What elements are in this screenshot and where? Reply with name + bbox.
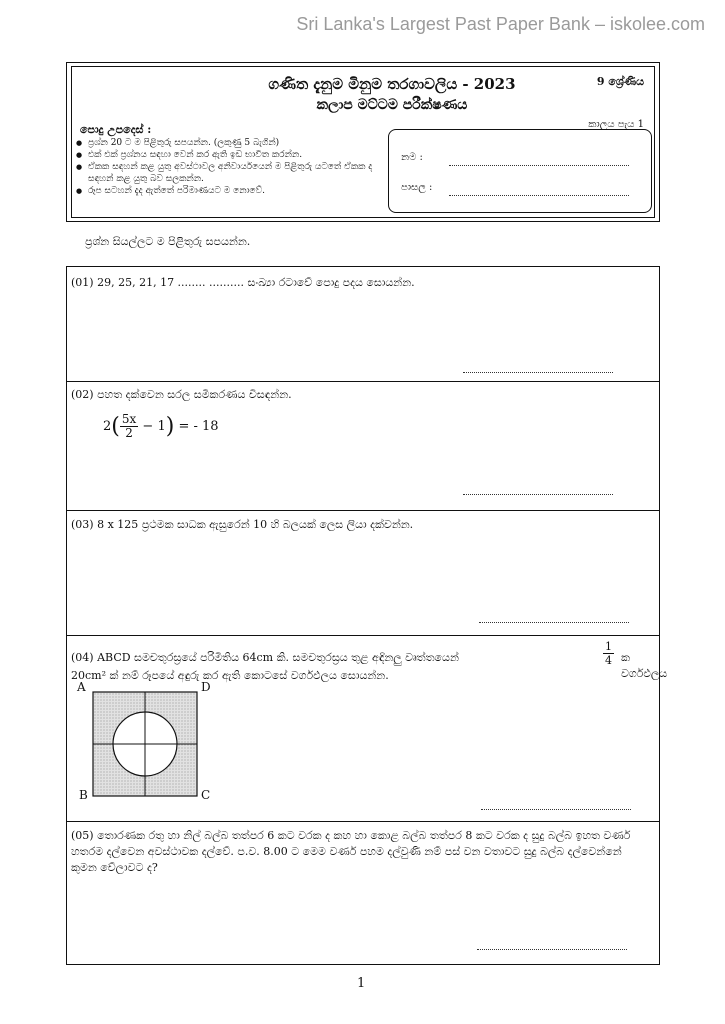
question-2-number: (02) — [71, 388, 94, 401]
instruction-item: ● ප්‍රශ්න 20 ට ම පිළිතුරු සපයන්න. (ලකුණු 5 බැගින්) — [76, 137, 386, 149]
name-label: නම : — [401, 152, 423, 163]
question-5-box — [66, 822, 660, 965]
question-3-box — [66, 511, 660, 636]
question-4-text-1: ABCD සමචතුරස්‍රයේ පරිමිතිය 64cm කි. සමචතුරස්‍රය තුළ අඳිනලු වෘත්තයෙන් — [97, 651, 459, 664]
question-4-number: (04) — [71, 651, 94, 664]
question-1-box — [66, 266, 660, 382]
label-C: C — [201, 788, 211, 802]
question-3-answer-line[interactable] — [479, 621, 629, 623]
all-questions-instruction: ප්‍රශ්න සියල්ලට ම පිළිතුරු සපයන්න. — [85, 235, 251, 248]
instructions-title: පොදු උපදෙස් : — [80, 123, 152, 136]
question-2-answer-line[interactable] — [463, 493, 613, 495]
question-3-number: (03) — [71, 518, 94, 531]
exam-title: ගණිත දැනුම මිනුම තරගාවලිය - 2023 — [268, 75, 516, 93]
question-3-text: 8 x 125 ප්‍රථමක සාධක ඇසුරෙන් 10 හි බලයක් ලෙස ලියා දක්වන්න. — [97, 518, 414, 531]
watermark: Sri Lanka's Largest Past Paper Bank – iskolee.com — [296, 14, 705, 34]
square-circle-diagram — [91, 690, 201, 798]
question-4-text-2: 20cm² ක් නම් රූපයේ අඳුරු කර ඇති කොටසේ වර්ගඵලය සොයන්න. — [71, 669, 389, 682]
eq-mid: − 1 — [142, 419, 166, 434]
question-1-text: 29, 25, 21, 17 ........ .......... සංඛ්‍යා රටාවේ පොදු පදය සොයන්න. — [97, 276, 415, 289]
header-inner — [71, 66, 655, 218]
school-field[interactable] — [449, 194, 629, 196]
question-4-answer-line[interactable] — [481, 808, 631, 810]
time-label: කාලය පැය 1 — [588, 119, 644, 130]
instruction-item: ● එක් එක් ප්‍රශ්නය සඳහා වෙන් කර ඇති ඉඩ භාවිත කරන්න. — [76, 149, 386, 161]
eq-lead: 2 — [103, 419, 112, 434]
question-4-box — [66, 636, 668, 822]
eq-numerator: 5x — [121, 412, 137, 426]
question-5-text: තොරණක රතු හා නිල් බල්බ තත්පර 6 කට වරක ද කහ හා කොළ බල්බ තත්පර 8 කට වරක ද සුදු බල්බ ඉහත වර්ණ හතරම දල්වෙන අවස්ථාවක දල්වේ. ප.ව. 8.00 ට මෙම වර්ණ පහම දල්වුණි නම් පස් වන වතාවට සුදු බල්බ දල්වෙන්නේ කුමන වේලාවට ද? — [71, 829, 631, 874]
eq-tail: = - 18 — [178, 419, 219, 434]
label-A: A — [77, 680, 86, 694]
instruction-item: ● රූප සටහන් දැද ඇත්තේ පරිමාණයට ම නොවේ. — [76, 185, 386, 197]
fraction-denominator: 4 — [605, 654, 612, 667]
header-box — [66, 62, 660, 222]
page-number: 1 — [357, 976, 366, 991]
name-field[interactable] — [449, 164, 629, 166]
school-label: පාසල : — [401, 182, 433, 193]
question-2-box — [66, 381, 660, 511]
name-school-box — [388, 129, 652, 213]
question-5-number: (05) — [71, 829, 94, 842]
eq-denominator: 2 — [125, 426, 133, 440]
label-B: B — [79, 788, 88, 802]
question-1-number: (01) — [71, 276, 94, 289]
question-2-text: පහත දක්වෙන සරල සමීකරණය විසඳන්න. — [97, 388, 292, 401]
label-D: D — [201, 680, 211, 694]
instruction-item: ● ඒකක සඳහන් කළ යුතු අවස්ථාවල අනිවාර්යයෙන් ම පිළිතුරු යටතේ ඒකක ද සඳහන් කළ යුතු බව සලකන්න. — [76, 161, 386, 185]
question-1-answer-line[interactable] — [463, 371, 613, 373]
grade-label: 9 ශ්‍රේණිය — [596, 75, 644, 88]
question-4-fraction — [603, 640, 614, 667]
question-4-text-1b: ක වර්ගඵලය — [621, 651, 668, 680]
fraction-numerator: 1 — [605, 640, 612, 653]
question-5-answer-line[interactable] — [477, 948, 627, 950]
question-2-equation: 2( $\frac{5x}{2}$ − 1) = - 18 — [103, 412, 219, 440]
instructions-list — [76, 137, 386, 197]
exam-subtitle: කලාප මට්ටම පරීක්ෂණය — [316, 97, 468, 113]
